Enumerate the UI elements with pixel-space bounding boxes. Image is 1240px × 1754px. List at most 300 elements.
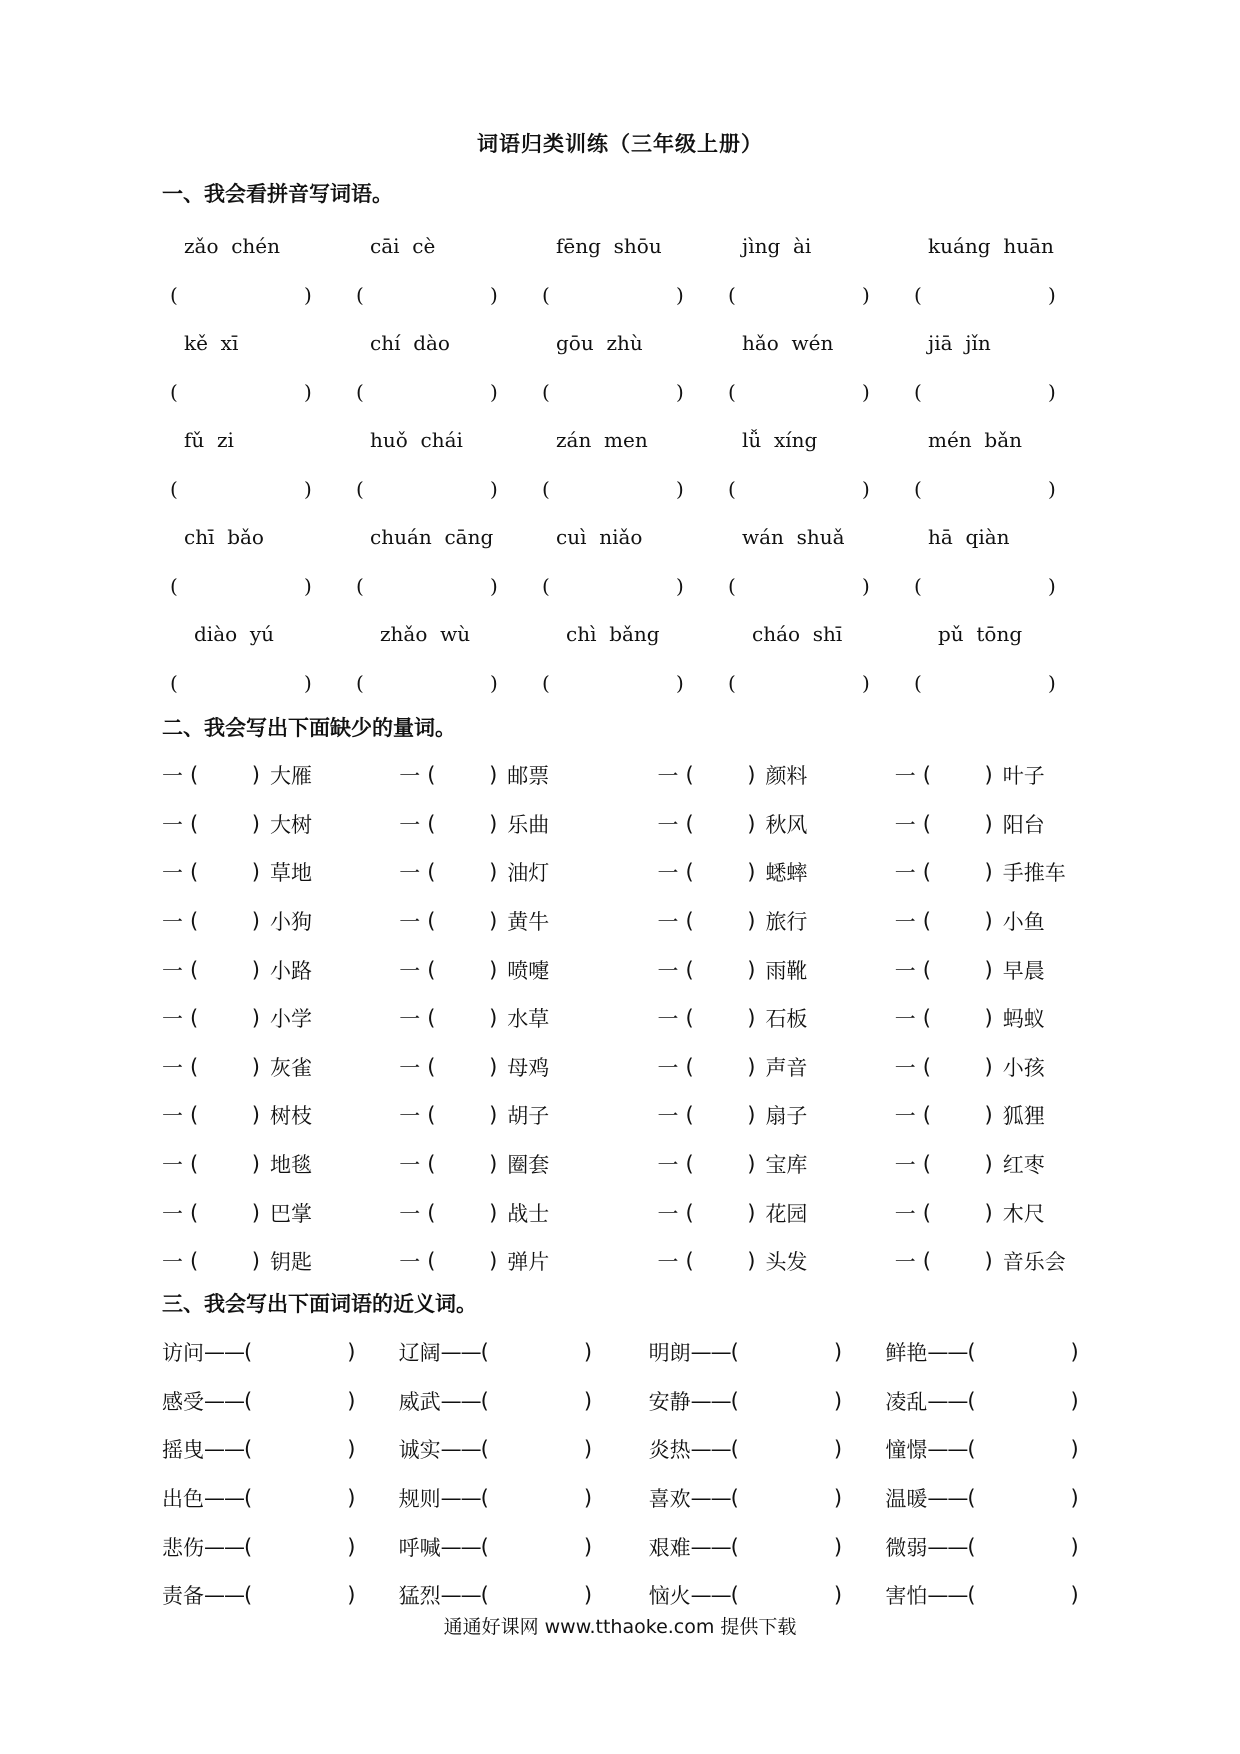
pinyin-prompt: jiā jǐn [928,331,991,355]
measure-word-item [162,906,399,936]
synonym-blank[interactable] [967,1583,1078,1607]
source-word: 艰难 [648,1535,691,1560]
dash: —— [690,1388,731,1413]
pinyin-prompt: lǚ xíng [742,428,818,452]
open-paren: ( [914,476,922,501]
prefix-one: 一 [162,764,183,789]
open-paren: ( [967,1534,976,1559]
open-paren: ( [967,1340,976,1365]
prefix-one: 一 [162,812,183,837]
answer-blank[interactable] [720,477,906,501]
measure-word-blank[interactable] [427,1103,497,1127]
measure-word-item [657,809,894,839]
answer-blank[interactable] [534,380,720,404]
close-paren: ) [251,811,260,836]
noun-word: 水草 [507,1007,550,1032]
close-paren: ) [347,1340,356,1365]
close-paren: ) [251,1103,260,1128]
measure-word-item [657,857,894,887]
open-paren: ( [922,909,931,934]
answer-blank[interactable] [162,283,348,307]
page-title: 词语归类训练（三年级上册） [477,132,763,156]
close-paren: ) [304,476,312,501]
answer-blank[interactable] [534,671,720,695]
close-paren: ) [490,476,498,501]
pinyin-group [162,319,1092,416]
measure-word-row [162,848,1132,897]
synonym-item [649,1337,886,1367]
noun-word: 小学 [270,1007,312,1032]
close-paren: ) [747,1152,756,1177]
measure-word-blank[interactable] [190,909,260,933]
close-paren: ) [747,1006,756,1031]
answer-blank[interactable] [162,671,348,695]
answer-blank[interactable] [906,283,1092,307]
close-paren: ) [489,1200,498,1225]
answer-blank[interactable] [162,574,348,598]
close-paren: ) [833,1534,843,1559]
noun-word: 大雁 [270,764,312,789]
synonym-row [162,1425,1122,1474]
open-paren: ( [685,1249,694,1274]
measure-word-row [162,1043,1132,1092]
synonym-blank[interactable] [481,1389,592,1413]
synonym-blank[interactable] [244,1486,355,1510]
synonym-item [162,1434,399,1464]
prefix-one: 一 [162,1250,183,1275]
source-word: 出色 [162,1487,204,1512]
close-paren: ) [862,379,870,404]
close-paren: ) [676,670,684,695]
answer-blank[interactable] [348,283,534,307]
pinyin-prompt: pǔ tōng [938,622,1023,646]
close-paren: ) [833,1437,843,1462]
pinyin-prompt: chì bǎng [566,622,660,646]
measure-word-blank[interactable] [923,1055,993,1079]
pinyin-prompt: jìng ài [742,234,812,258]
close-paren: ) [583,1534,593,1559]
close-paren: ) [489,909,498,934]
synonym-blank[interactable] [731,1583,842,1607]
answer-blank[interactable] [906,574,1092,598]
measure-word-blank[interactable] [685,1249,755,1273]
synonym-blank[interactable] [244,1437,355,1461]
measure-word-blank[interactable] [685,1055,755,1079]
close-paren: ) [490,573,498,598]
close-paren: ) [984,1103,993,1128]
source-word: 悲伤 [162,1535,204,1560]
dash: —— [690,1486,731,1511]
close-paren: ) [984,957,993,982]
answer-row [162,270,1092,319]
measure-word-blank[interactable] [190,1249,260,1273]
measure-word-blank[interactable] [427,1201,497,1225]
close-paren: ) [251,957,260,982]
noun-word: 音乐会 [1002,1250,1066,1275]
dash: —— [690,1340,731,1365]
close-paren: ) [489,1152,498,1177]
open-paren: ( [244,1486,253,1511]
pinyin-grid [162,222,1092,707]
measure-word-item [162,1100,399,1130]
open-paren: ( [190,1006,199,1031]
dash: —— [204,1583,244,1608]
close-paren: ) [489,860,498,885]
dash: —— [927,1340,968,1365]
measure-word-row [162,1188,1132,1237]
measure-word-blank[interactable] [427,958,497,982]
answer-blank[interactable] [348,477,534,501]
pinyin-row [162,513,1092,561]
measure-word-item [162,1198,399,1228]
synonym-item [162,1386,399,1416]
open-paren: ( [542,282,550,307]
source-word: 恼火 [648,1584,691,1609]
answer-blank[interactable] [162,477,348,501]
open-paren: ( [427,909,436,934]
open-paren: ( [967,1486,976,1511]
source-word: 微弱 [885,1535,928,1560]
open-paren: ( [967,1437,976,1462]
close-paren: ) [251,1054,260,1079]
answer-blank[interactable] [906,380,1092,404]
measure-word-blank[interactable] [685,860,755,884]
synonym-blank[interactable] [967,1437,1078,1461]
prefix-one: 一 [657,1055,679,1080]
open-paren: ( [356,670,364,695]
measure-word-blank[interactable] [923,909,993,933]
noun-word: 旅行 [765,910,808,935]
open-paren: ( [922,860,931,885]
answer-blank[interactable] [348,574,534,598]
pinyin-prompt: fēng shōu [556,234,662,258]
noun-word: 喷嚏 [507,958,550,983]
synonym-blank[interactable] [731,1535,842,1559]
measure-word-blank[interactable] [685,1152,755,1176]
measure-word-item [895,1198,1132,1228]
synonym-item [399,1532,649,1562]
measure-word-blank[interactable] [923,1249,993,1273]
synonym-blank[interactable] [244,1389,355,1413]
measure-word-item [399,857,657,887]
source-word: 摇曳 [162,1438,204,1463]
open-paren: ( [427,811,436,836]
open-paren: ( [427,1249,436,1274]
measure-word-blank[interactable] [923,763,993,787]
noun-word: 宝库 [765,1153,808,1178]
close-paren: ) [251,1152,260,1177]
open-paren: ( [922,763,931,788]
measure-word-blank[interactable] [190,860,260,884]
synonym-item [885,1483,1122,1513]
source-word: 鲜艳 [885,1341,928,1366]
synonym-blank[interactable] [481,1340,592,1364]
open-paren: ( [685,1152,694,1177]
synonym-row [162,1328,1122,1377]
synonym-item [162,1483,399,1513]
synonym-blank[interactable] [731,1437,842,1461]
prefix-one: 一 [657,1007,679,1032]
noun-word: 圈套 [507,1153,550,1178]
pinyin-row [162,416,1092,464]
close-paren: ) [747,763,756,788]
open-paren: ( [922,1249,931,1274]
synonym-item [399,1386,649,1416]
close-paren: ) [676,282,684,307]
synonym-blank[interactable] [244,1583,355,1607]
noun-word: 花园 [765,1201,808,1226]
answer-blank[interactable] [906,477,1092,501]
measure-word-item [162,955,399,985]
dash: —— [204,1437,244,1462]
prefix-one: 一 [894,1201,916,1226]
measure-word-blank[interactable] [190,1006,260,1030]
close-paren: ) [583,1486,593,1511]
synonym-blank[interactable] [731,1340,842,1364]
synonym-blank[interactable] [967,1535,1078,1559]
measure-word-item [657,906,894,936]
measure-word-item [162,857,399,887]
open-paren: ( [914,573,922,598]
open-paren: ( [685,957,694,982]
noun-word: 小孩 [1002,1055,1045,1080]
open-paren: ( [190,1103,199,1128]
measure-word-blank[interactable] [427,860,497,884]
open-paren: ( [922,957,931,982]
prefix-one: 一 [162,1007,183,1032]
pinyin-prompt: zhǎo wù [380,622,471,646]
open-paren: ( [480,1486,489,1511]
answer-blank[interactable] [534,477,720,501]
open-paren: ( [170,379,178,404]
measure-word-blank[interactable] [427,812,497,836]
synonym-blank[interactable] [731,1486,842,1510]
close-paren: ) [347,1486,356,1511]
measure-word-item [657,1052,894,1082]
source-word: 憧憬 [885,1438,928,1463]
measure-word-blank[interactable] [685,763,755,787]
answer-blank[interactable] [720,283,906,307]
prefix-one: 一 [657,1153,679,1178]
synonym-blank[interactable] [481,1583,592,1607]
measure-word-item [399,1003,657,1033]
measure-word-item [895,906,1132,936]
close-paren: ) [251,860,260,885]
synonym-blank[interactable] [481,1437,592,1461]
noun-word: 声音 [765,1055,808,1080]
noun-word: 邮票 [507,764,550,789]
measure-word-blank[interactable] [923,1006,993,1030]
measure-word-blank[interactable] [685,1103,755,1127]
measure-word-blank[interactable] [685,1201,755,1225]
prefix-one: 一 [894,764,916,789]
source-word: 感受 [162,1389,204,1414]
open-paren: ( [728,282,736,307]
measure-word-blank[interactable] [427,1006,497,1030]
close-paren: ) [833,1340,843,1365]
synonym-blank[interactable] [244,1535,355,1559]
prefix-one: 一 [162,1153,183,1178]
pinyin-prompt: hā qiàn [928,525,1010,549]
pinyin-prompt: fǔ zi [184,428,234,452]
prefix-one: 一 [894,1055,916,1080]
measure-word-blank[interactable] [190,1055,260,1079]
noun-word: 蟋蟀 [765,861,808,886]
prefix-one: 一 [894,958,916,983]
synonym-blank[interactable] [967,1340,1078,1364]
measure-word-blank[interactable] [923,860,993,884]
synonym-blank[interactable] [731,1389,842,1413]
pinyin-prompt: cāi cè [370,234,436,258]
open-paren: ( [244,1534,253,1559]
synonym-item [649,1483,886,1513]
open-paren: ( [685,1103,694,1128]
close-paren: ) [1048,476,1056,501]
measure-word-blank[interactable] [190,958,260,982]
measure-word-blank[interactable] [427,1055,497,1079]
source-word: 责备 [162,1584,204,1609]
answer-blank[interactable] [534,283,720,307]
close-paren: ) [251,1200,260,1225]
source-word: 规则 [398,1487,441,1512]
noun-word: 早晨 [1002,958,1045,983]
measure-word-item [895,857,1132,887]
synonym-blank[interactable] [481,1535,592,1559]
open-paren: ( [914,282,922,307]
open-paren: ( [190,1200,199,1225]
close-paren: ) [1070,1583,1079,1608]
close-paren: ) [747,1200,756,1225]
source-word: 呼喊 [398,1535,441,1560]
close-paren: ) [489,1249,498,1274]
noun-word: 叶子 [1002,764,1045,789]
prefix-one: 一 [399,861,421,886]
answer-blank[interactable] [348,671,534,695]
measure-word-item [399,1246,657,1276]
pinyin-prompt: gōu zhù [556,331,643,355]
measure-word-blank[interactable] [685,1006,755,1030]
close-paren: ) [747,1103,756,1128]
noun-word: 木尺 [1002,1201,1045,1226]
measure-word-blank[interactable] [685,909,755,933]
measure-word-blank[interactable] [923,1152,993,1176]
measure-word-blank[interactable] [923,812,993,836]
noun-word: 钥匙 [270,1250,312,1275]
close-paren: ) [347,1534,356,1559]
measure-word-item [399,1149,657,1179]
open-paren: ( [542,379,550,404]
pinyin-prompt: chī bǎo [184,525,264,549]
synonym-item [399,1434,649,1464]
answer-blank[interactable] [534,574,720,598]
measure-word-blank[interactable] [923,1201,993,1225]
measure-word-blank[interactable] [685,958,755,982]
dash: —— [927,1388,968,1413]
answer-blank[interactable] [720,574,906,598]
open-paren: ( [190,1054,199,1079]
pinyin-row [162,319,1092,367]
measure-word-blank[interactable] [923,958,993,982]
close-paren: ) [489,763,498,788]
close-paren: ) [490,670,498,695]
measure-word-blank[interactable] [190,763,260,787]
measure-word-blank[interactable] [190,1103,260,1127]
measure-word-item [657,760,894,790]
measure-word-blank[interactable] [190,1201,260,1225]
close-paren: ) [251,1249,260,1274]
synonym-item [649,1434,886,1464]
close-paren: ) [747,957,756,982]
measure-word-item [399,906,657,936]
measure-word-item [895,1100,1132,1130]
close-paren: ) [251,1006,260,1031]
dash: —— [440,1534,481,1559]
measure-word-blank[interactable] [685,812,755,836]
synonym-blank[interactable] [244,1340,355,1364]
open-paren: ( [244,1388,253,1413]
dash: —— [204,1388,244,1413]
measure-word-blank[interactable] [190,1152,260,1176]
open-paren: ( [427,1152,436,1177]
measure-word-blank[interactable] [427,763,497,787]
noun-word: 雨靴 [765,958,808,983]
close-paren: ) [833,1583,843,1608]
pinyin-group [162,222,1092,319]
measure-word-blank[interactable] [190,812,260,836]
close-paren: ) [676,476,684,501]
answer-blank[interactable] [720,671,906,695]
measure-word-blank[interactable] [427,1152,497,1176]
prefix-one: 一 [657,812,679,837]
answer-blank[interactable] [348,380,534,404]
synonym-blank[interactable] [481,1486,592,1510]
answer-blank[interactable] [162,380,348,404]
prefix-one: 一 [162,910,183,935]
measure-word-blank[interactable] [923,1103,993,1127]
close-paren: ) [862,282,870,307]
synonym-blank[interactable] [967,1486,1078,1510]
dash: —— [927,1583,968,1608]
pinyin-prompt: cuì niǎo [556,525,643,549]
prefix-one: 一 [399,764,421,789]
source-word: 炎热 [648,1438,691,1463]
open-paren: ( [427,1054,436,1079]
open-paren: ( [685,1200,694,1225]
close-paren: ) [251,763,260,788]
measure-word-blank[interactable] [427,1249,497,1273]
source-word: 猛烈 [398,1584,441,1609]
synonym-blank[interactable] [967,1389,1078,1413]
measure-word-blank[interactable] [427,909,497,933]
close-paren: ) [1048,282,1056,307]
open-paren: ( [190,763,199,788]
footer-source: 通通好课网 www.tthaoke.com 提供下载 [443,1616,797,1638]
noun-word: 油灯 [507,861,550,886]
close-paren: ) [1048,670,1056,695]
prefix-one: 一 [894,1153,916,1178]
noun-word: 秋风 [765,812,808,837]
close-paren: ) [489,957,498,982]
close-paren: ) [251,909,260,934]
answer-blank[interactable] [906,671,1092,695]
pinyin-prompt: huǒ chái [370,428,463,452]
measure-word-item [399,1052,657,1082]
prefix-one: 一 [894,1104,916,1129]
prefix-one: 一 [657,861,679,886]
open-paren: ( [914,379,922,404]
measure-word-item [399,760,657,790]
answer-blank[interactable] [720,380,906,404]
